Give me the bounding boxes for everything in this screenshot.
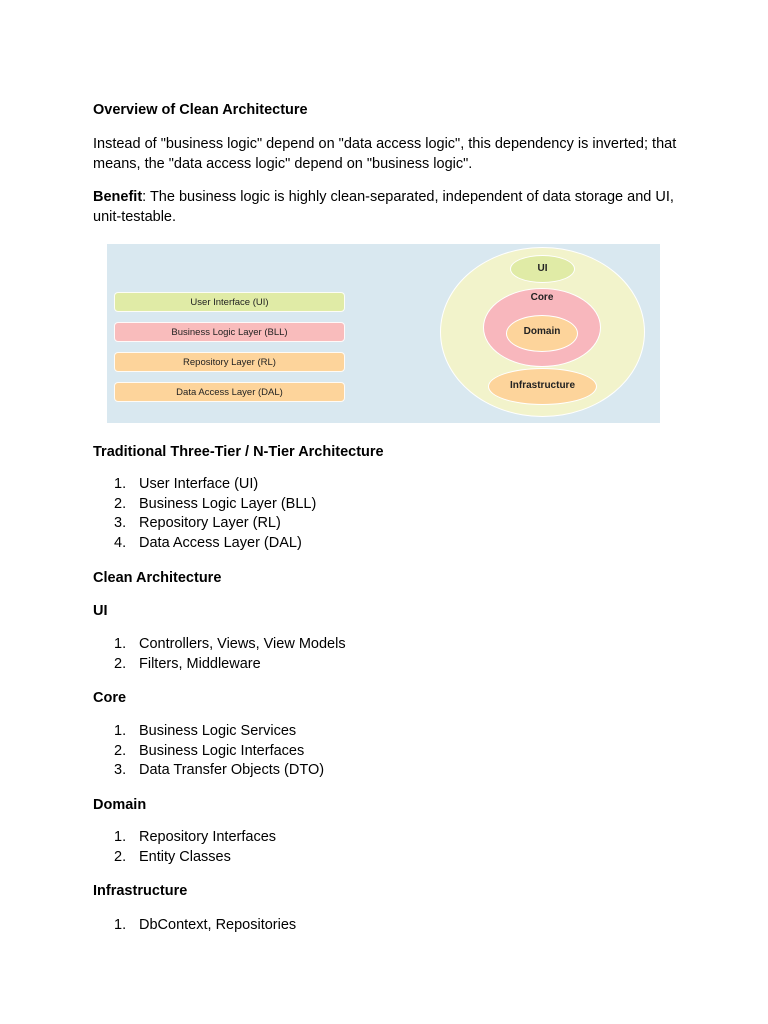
infrastructure-ellipse-label: Infrastructure bbox=[509, 380, 575, 391]
list-marker: 4. bbox=[114, 534, 127, 551]
core-heading: Core bbox=[93, 690, 127, 706]
list-item: 2. Business Logic Interfaces bbox=[114, 742, 324, 762]
domain-ellipse-label: Domain bbox=[523, 326, 561, 337]
core-list bbox=[114, 722, 324, 781]
list-item: 1. DbContext, Repositories bbox=[114, 916, 296, 936]
list-marker: 2. bbox=[114, 848, 127, 865]
layer-bll: Business Logic Layer (BLL) bbox=[114, 322, 345, 342]
list-marker: 1. bbox=[114, 636, 127, 652]
domain-heading: Domain bbox=[93, 797, 147, 813]
traditional-list bbox=[114, 475, 316, 553]
infrastructure-list bbox=[114, 916, 296, 936]
list-marker: 1. bbox=[114, 829, 127, 845]
list-item: 2. Entity Classes bbox=[114, 848, 276, 868]
list-marker: 3. bbox=[114, 515, 127, 531]
benefit-paragraph bbox=[93, 188, 693, 227]
architecture-diagram bbox=[107, 244, 660, 423]
ui-heading: UI bbox=[93, 603, 108, 619]
layer-ui: User Interface (UI) bbox=[114, 292, 345, 312]
list-item: 2. Business Logic Layer (BLL) bbox=[114, 495, 316, 515]
ui-ellipse-label: UI bbox=[537, 263, 548, 274]
ui-list bbox=[114, 635, 346, 674]
infrastructure-heading: Infrastructure bbox=[93, 883, 188, 899]
layer-rl: Repository Layer (RL) bbox=[114, 352, 345, 372]
layer-dal: Data Access Layer (DAL) bbox=[114, 382, 345, 402]
list-marker: 2. bbox=[114, 742, 127, 759]
clean-architecture-heading: Clean Architecture bbox=[93, 570, 222, 586]
list-marker: 1. bbox=[114, 917, 127, 933]
list-marker: 2. bbox=[114, 655, 127, 672]
overview-heading: Overview of Clean Architecture bbox=[93, 102, 308, 118]
list-marker: 1. bbox=[114, 723, 127, 739]
list-item: 4. Data Access Layer (DAL) bbox=[114, 534, 316, 554]
core-ellipse-label: Core bbox=[530, 292, 554, 303]
list-marker: 3. bbox=[114, 762, 127, 778]
list-marker: 2. bbox=[114, 495, 127, 512]
list-item: 3. Data Transfer Objects (DTO) bbox=[114, 761, 324, 781]
benefit-text: : The business logic is highly clean-separated, independent of data storage and UI, unit-testable. bbox=[93, 189, 674, 225]
domain-list bbox=[114, 828, 276, 867]
list-item: 3. Repository Layer (RL) bbox=[114, 514, 316, 534]
list-item: 1. Controllers, Views, View Models bbox=[114, 635, 346, 655]
list-item: 2. Filters, Middleware bbox=[114, 655, 346, 675]
benefit-label: Benefit bbox=[93, 189, 143, 205]
list-item: 1. Business Logic Services bbox=[114, 722, 324, 742]
list-marker: 1. bbox=[114, 476, 127, 492]
list-item: 1. Repository Interfaces bbox=[114, 828, 276, 848]
traditional-heading: Traditional Three-Tier / N-Tier Architecture bbox=[93, 444, 384, 460]
list-item: 1. User Interface (UI) bbox=[114, 475, 316, 495]
overview-paragraph: Instead of "business logic" depend on "data access logic", this dependency is inverted; that means, the "data access logic" depend on "business logic". bbox=[93, 136, 677, 172]
